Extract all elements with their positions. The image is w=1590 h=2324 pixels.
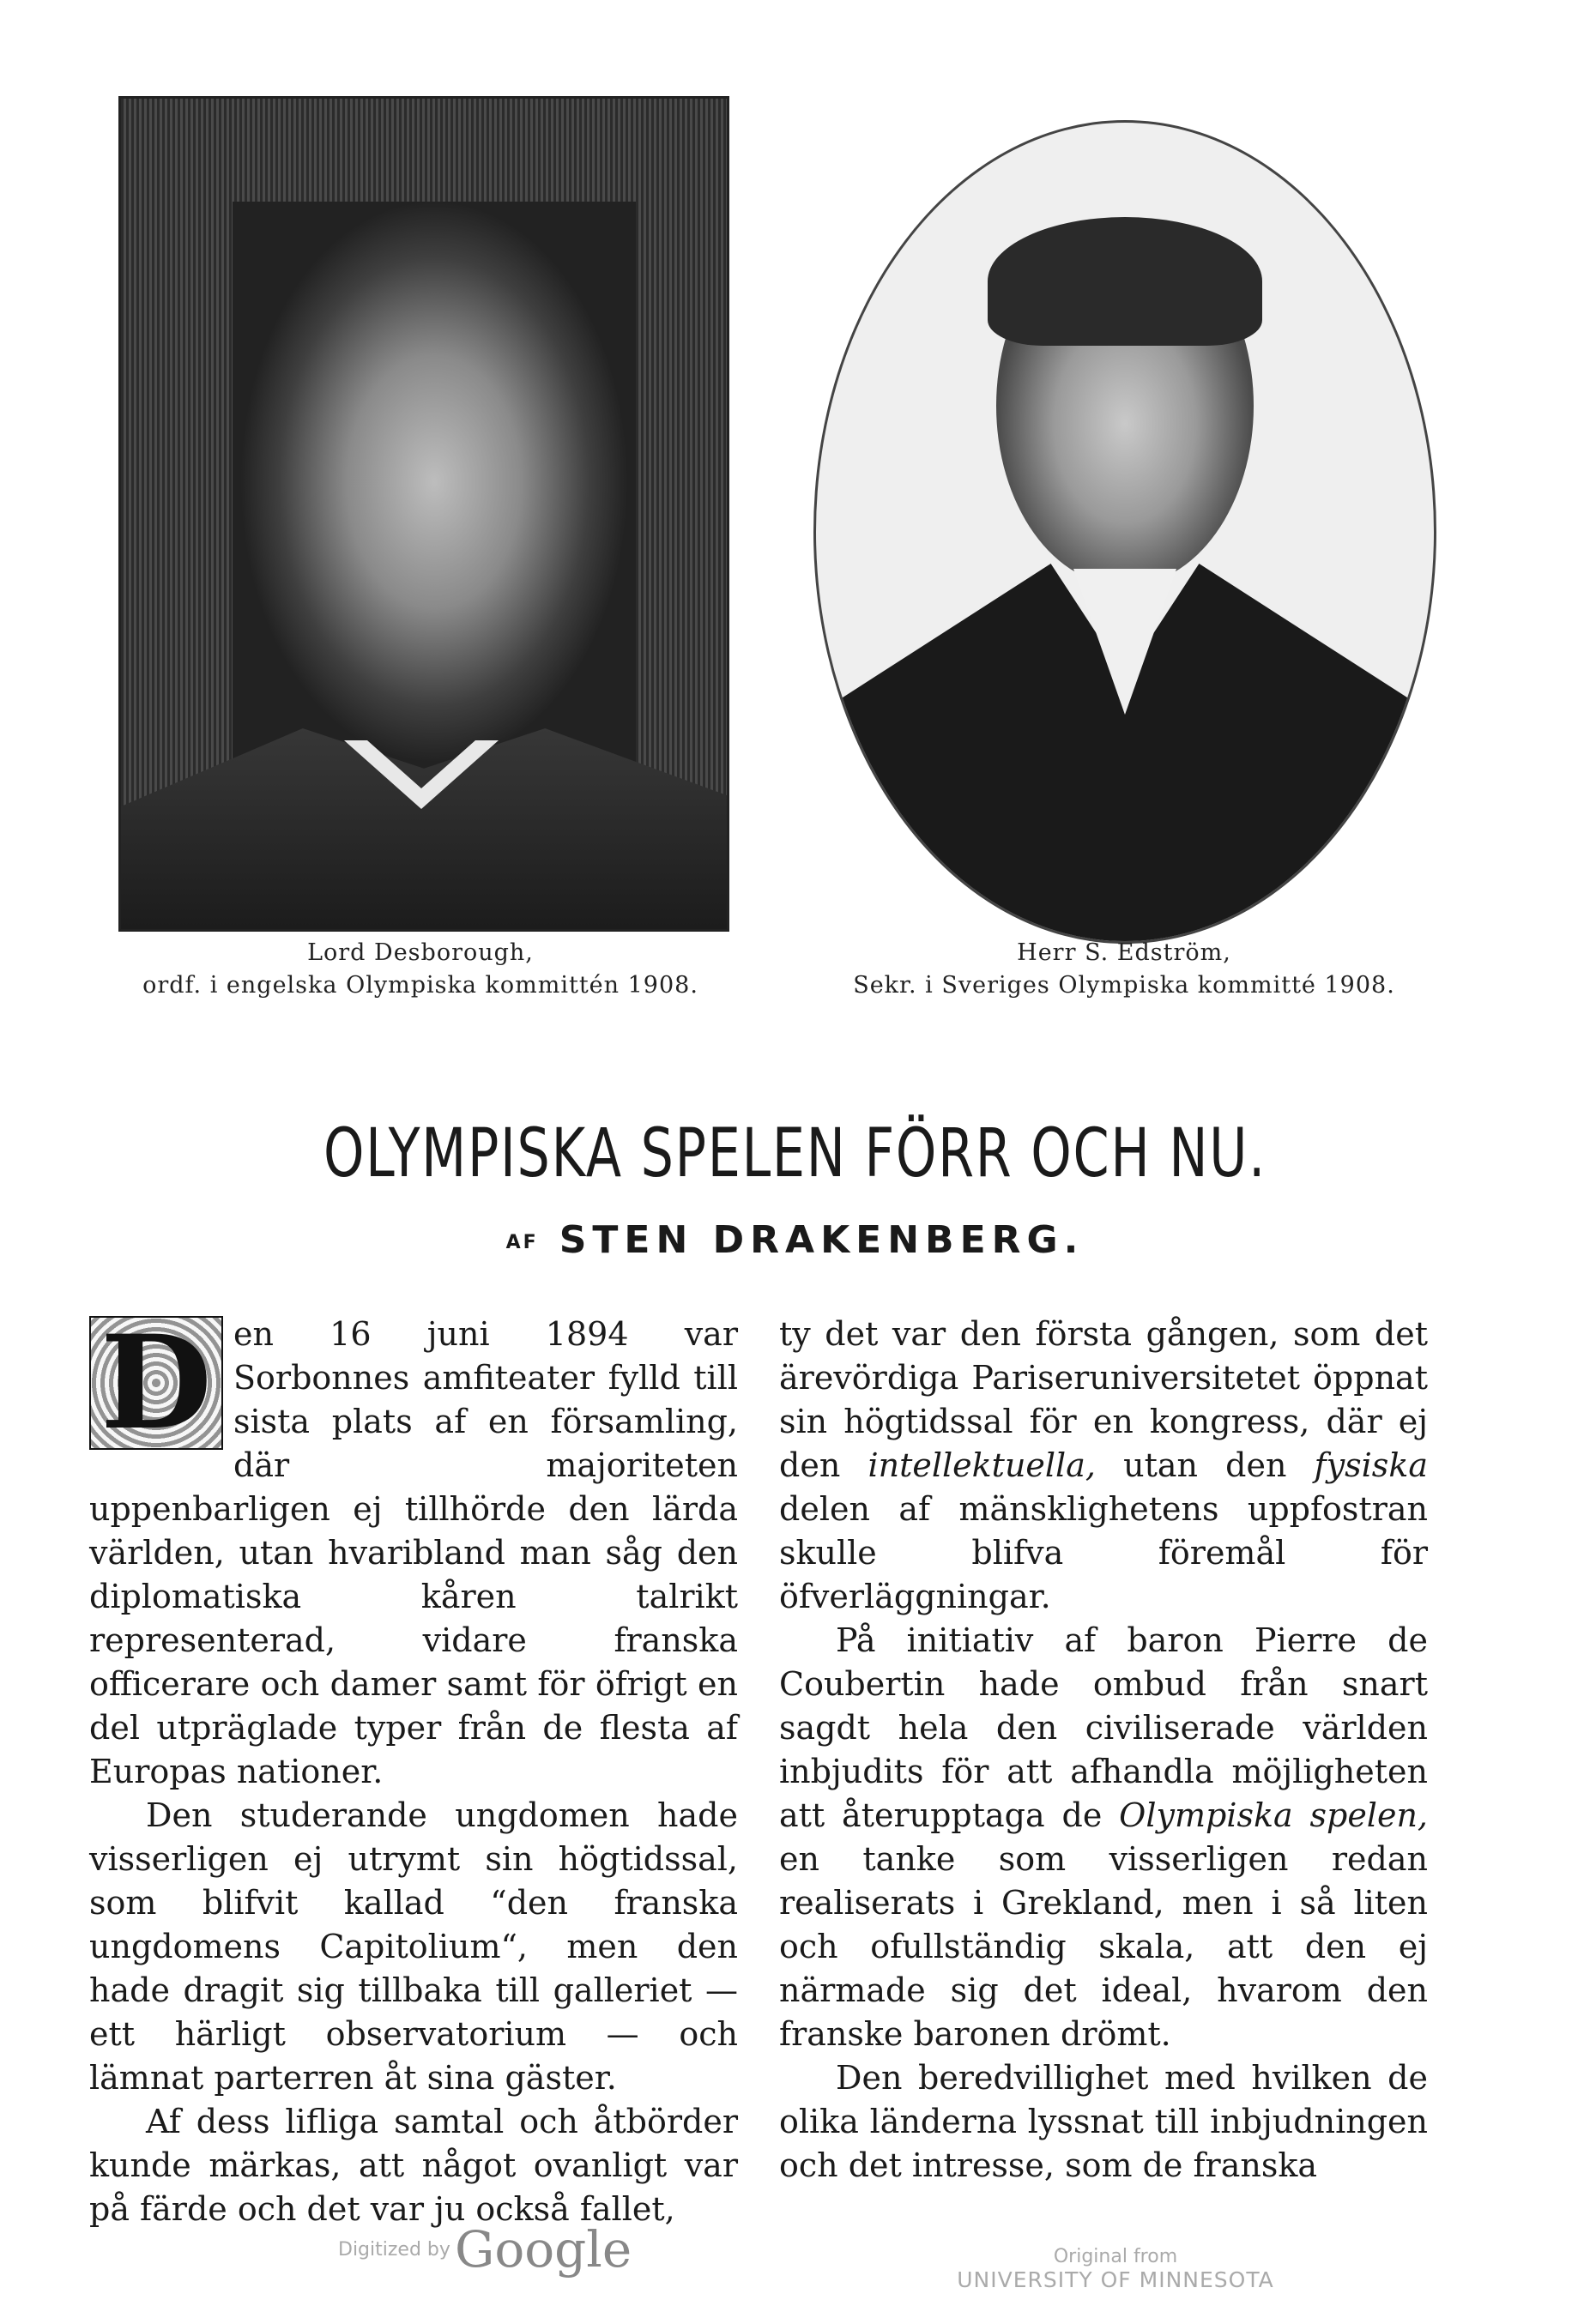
caption-right-line2: Sekr. i Sveriges Olympiska kommitté 1908. xyxy=(853,972,1395,999)
paragraph xyxy=(779,1313,1428,1619)
emphasis: fysiska xyxy=(1314,1446,1428,1484)
emphasis: Olympiska spelen, xyxy=(1119,1796,1428,1834)
portrait-hair xyxy=(988,217,1262,346)
original-source xyxy=(858,2246,1373,2292)
caption-left xyxy=(103,937,738,1002)
text-run: På initiativ af baron Pierre de Coubertin hade ombud från snart sagdt hela den civiliserade världen inbjudits för att afhandla möjligheten att återupptaga de xyxy=(779,1621,1428,1834)
paragraph xyxy=(779,1619,1428,2056)
text-run: delen af mänsklighetens uppfostran skulle blifva föremål för öfverläggningar. xyxy=(779,1490,1428,1615)
byline-prefix: AF xyxy=(505,1231,539,1253)
paragraph: Af dess lifliga samtal och åtbörder kunde märkas, att något ovanligt var på färde och det var ju också fallet, xyxy=(89,2103,738,2228)
article-column-right xyxy=(779,1313,1428,2188)
text-run: utan den xyxy=(1095,1446,1315,1484)
paragraph: Den studerande ungdomen hade visserligen ej utrymt sin högtidssal, som blifvit kallad “den franska ungdomens Capitolium“, men den hade dragit sig tillbaka till galleriet — ett härligt observatorium — och lämnat parterren åt sina gäster. xyxy=(89,1796,738,2097)
caption-left-line1: Lord Desborough, xyxy=(307,939,534,966)
emphasis: intellektuella, xyxy=(868,1446,1096,1484)
digitized-by-label: Digitized by xyxy=(338,2239,450,2261)
university-label: UNIVERSITY OF MINNESOTA xyxy=(957,2267,1274,2292)
caption-right-line1: Herr S. Edström, xyxy=(1017,939,1231,966)
text-run: en tanke som visserligen redan realiserats i Grekland, men i så liten och ofullständig skala, att den ej närmade sig det ideal, hvarom den franske baronen drömt. xyxy=(779,1840,1428,2053)
byline-author: STEN DRAKENBERG. xyxy=(559,1218,1085,1262)
caption-right xyxy=(807,937,1442,1002)
article-column-left xyxy=(89,1307,738,2231)
paragraph: en 16 juni 1894 var Sorbonnes amfiteater fylld till sista plats af en församling, där majoriteten uppenbarligen ej tillhörde den lärda världen, utan hvaribland man såg den diplomatiska kåren talrikt representerad, vidare franska officerare och damer samt för öfrigt en del utpräglade typer från de flesta af Europas nationer. xyxy=(89,1315,738,1790)
ornamental-dropcap xyxy=(89,1307,223,1458)
dropcap-letter: D xyxy=(91,1318,221,1448)
paragraph: Den beredvillighet med hvilken de olika länderna lyssnat till inbjudningen och det intresse, som de franska xyxy=(779,2059,1428,2184)
article-byline xyxy=(0,1218,1590,1262)
original-from-label: Original from xyxy=(1053,2246,1178,2267)
portrait-lord-desborough xyxy=(118,96,729,932)
text-run: ty det var den första gången, som det ärevördiga Pariseruniversitetet öppnat sin högtidssal för en kongress, där ej den xyxy=(779,1315,1428,1484)
google-logo: Google xyxy=(455,2220,632,2279)
portrait-edstrom xyxy=(813,120,1436,944)
article-title: OLYMPISKA SPELEN FÖRR OCH NU. xyxy=(323,1115,1267,1192)
caption-left-line2: ordf. i engelska Olympiska kommittén 1908. xyxy=(142,972,698,999)
